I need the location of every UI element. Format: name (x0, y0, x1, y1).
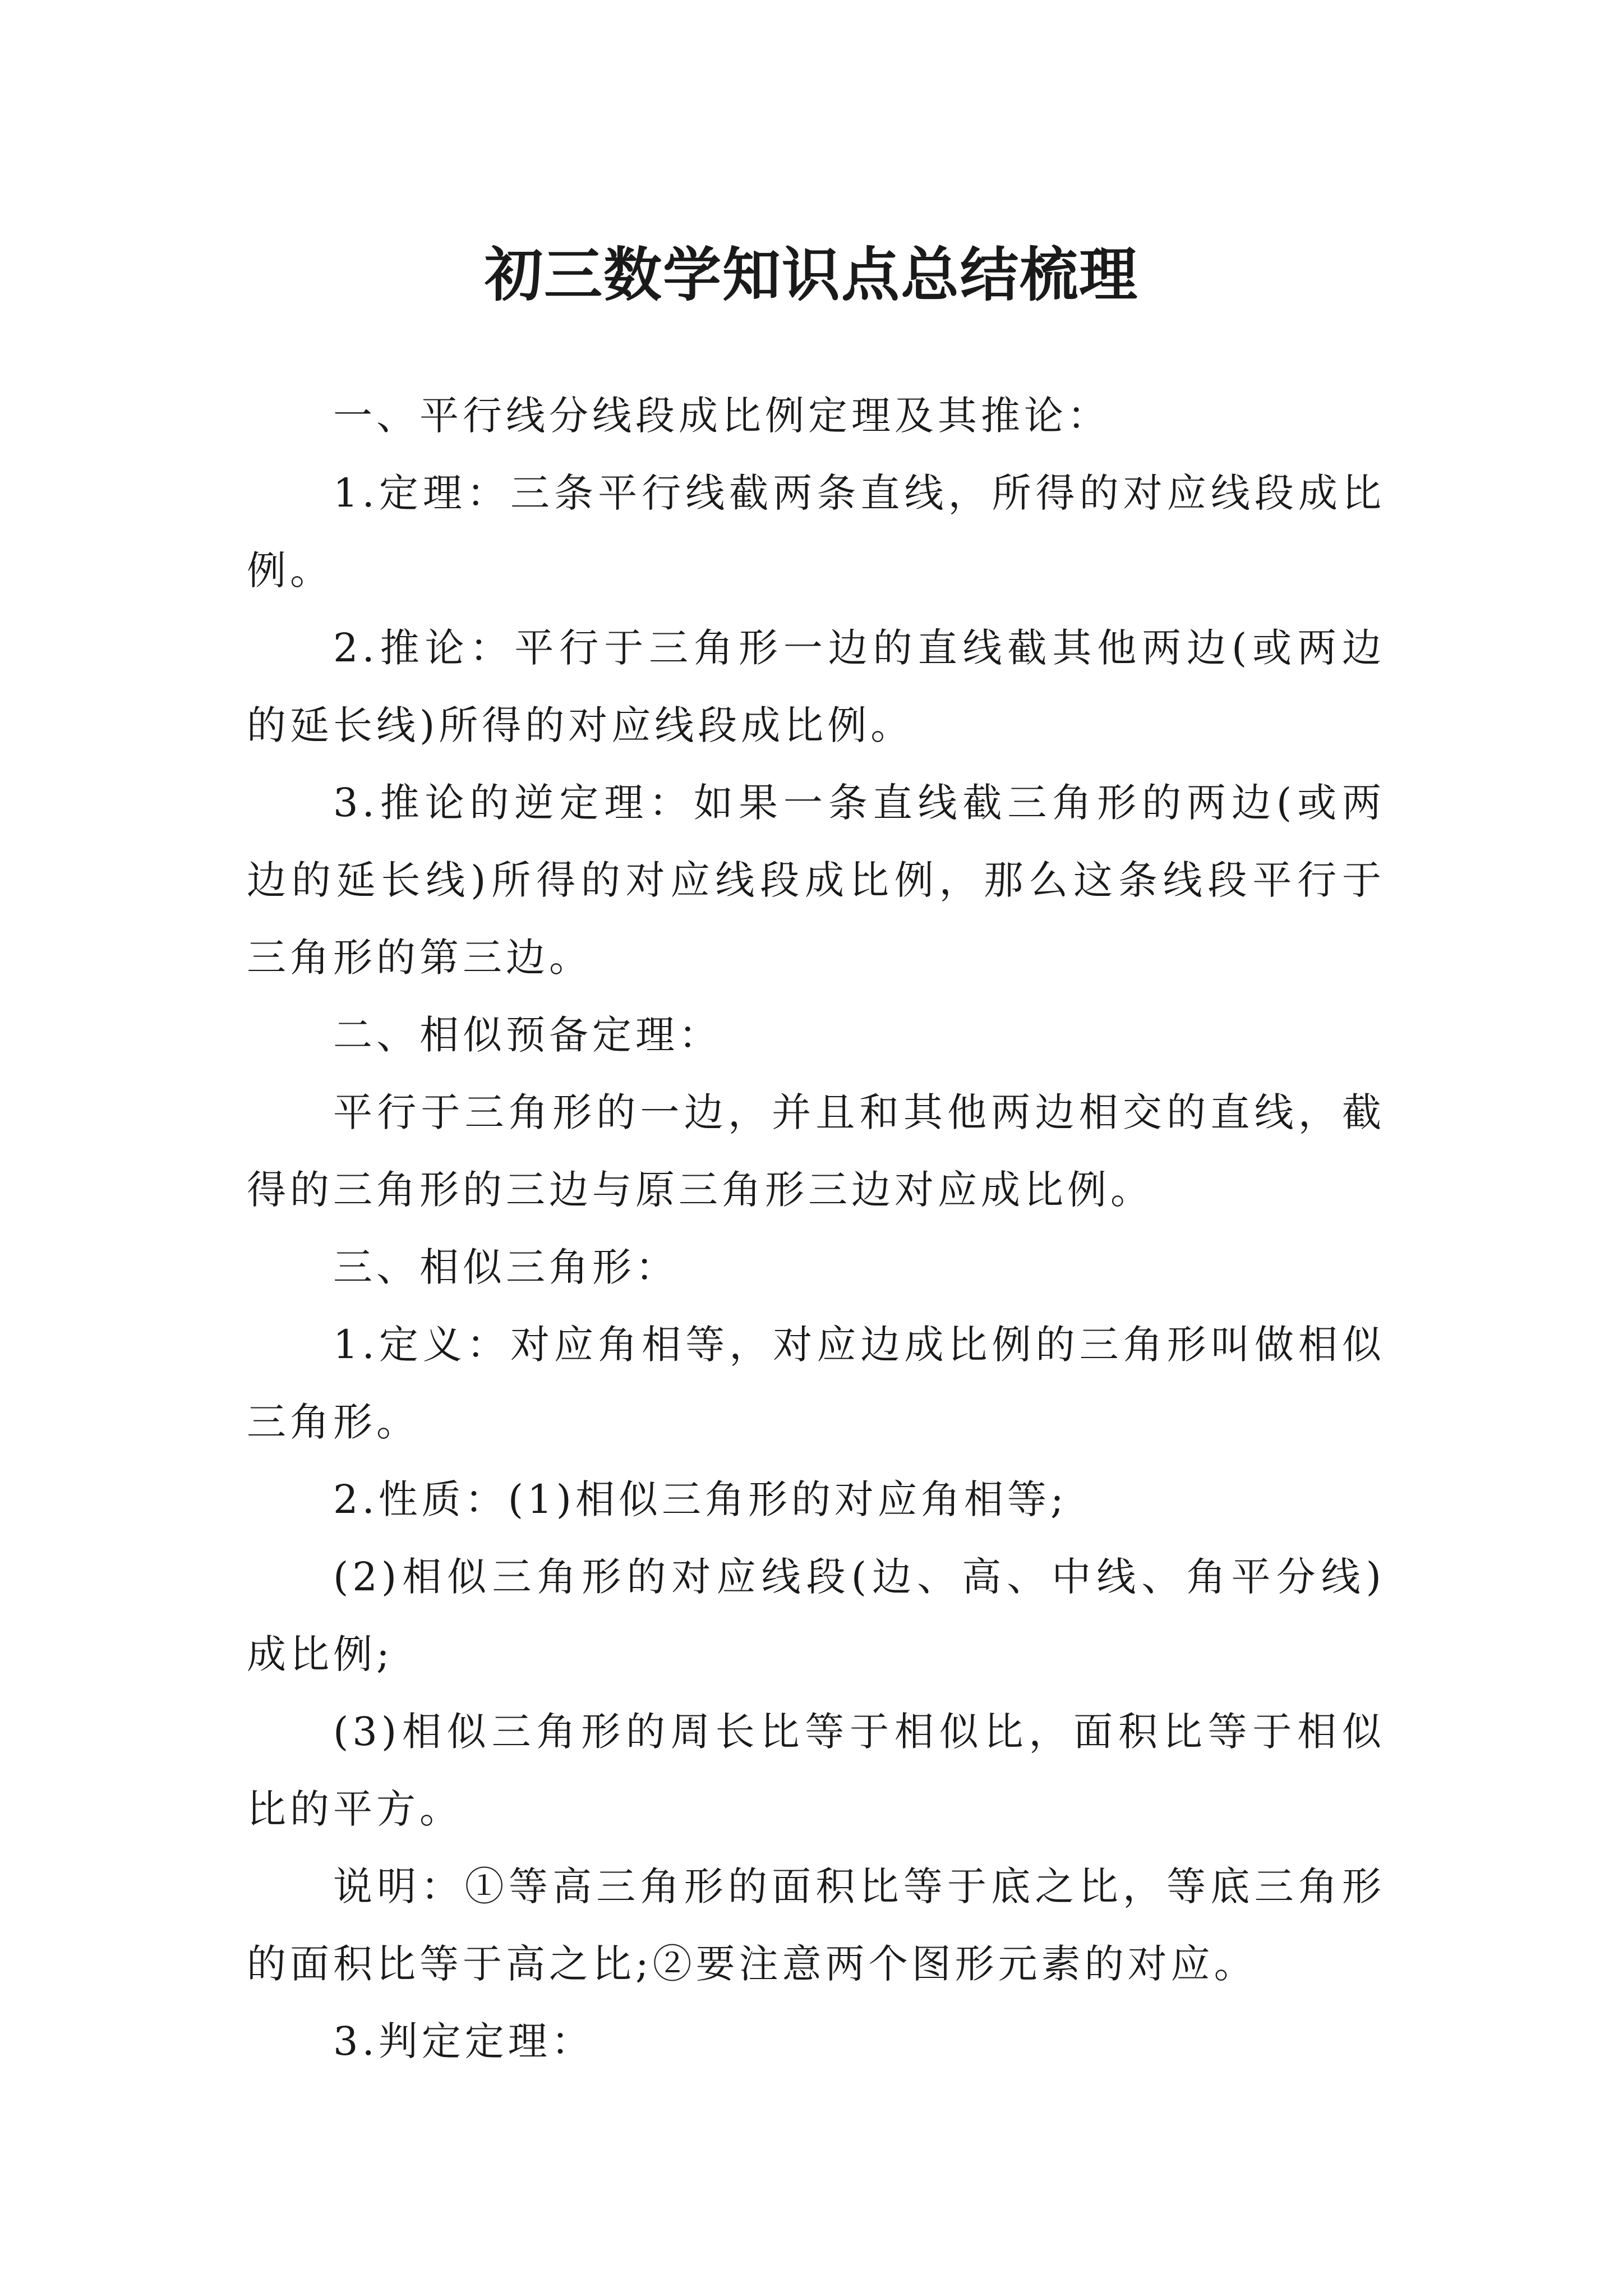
section-heading-similarity-preparatory: 二、相似预备定理： (333, 1012, 722, 1058)
paragraph-definition: 1.定义：对应角相等，对应边成比例的三角形叫做相似三角形。 (247, 1322, 1385, 1445)
paragraph-property-3: (3)相似三角形的周长比等于相似比，面积比等于相似比的平方。 (247, 1709, 1385, 1832)
section-heading-parallel-lines: 一、平行线分线段成比例定理及其推论： (333, 393, 1110, 439)
paragraph-corollary: 2.推论：平行于三角形一边的直线截其他两边(或两边的延长线)所得的对应线段成比例。 (247, 625, 1385, 748)
paragraph-explanation: 说明：①等高三角形的面积比等于底之比，等底三角形的面积比等于高之比;②要注意两个图形元素的对应。 (247, 1864, 1385, 1987)
paragraph-theorem: 1.定理：三条平行线截两条直线，所得的对应线段成比例。 (247, 470, 1385, 593)
document-title: 初三数学知识点总结梳理 (484, 240, 1138, 309)
paragraph-property-2: (2)相似三角形的对应线段(边、高、中线、角平分线)成比例; (247, 1554, 1385, 1677)
section-heading-similar-triangles: 三、相似三角形： (333, 1244, 679, 1290)
paragraph-similarity-preparatory: 平行于三角形的一边，并且和其他两边相交的直线，截得的三角形的三边与原三角形三边对应成比例。 (247, 1089, 1385, 1213)
paragraph-converse-theorem: 3.推论的逆定理：如果一条直线截三角形的两边(或两边的延长线)所得的对应线段成比例，那么这条线段平行于三角形的第三边。 (247, 780, 1385, 981)
paragraph-property-1: 2.性质：(1)相似三角形的对应角相等; (333, 1476, 1068, 1522)
document-body (247, 377, 1385, 2080)
paragraph-determination-theorem: 3.判定定理： (333, 2018, 594, 2064)
